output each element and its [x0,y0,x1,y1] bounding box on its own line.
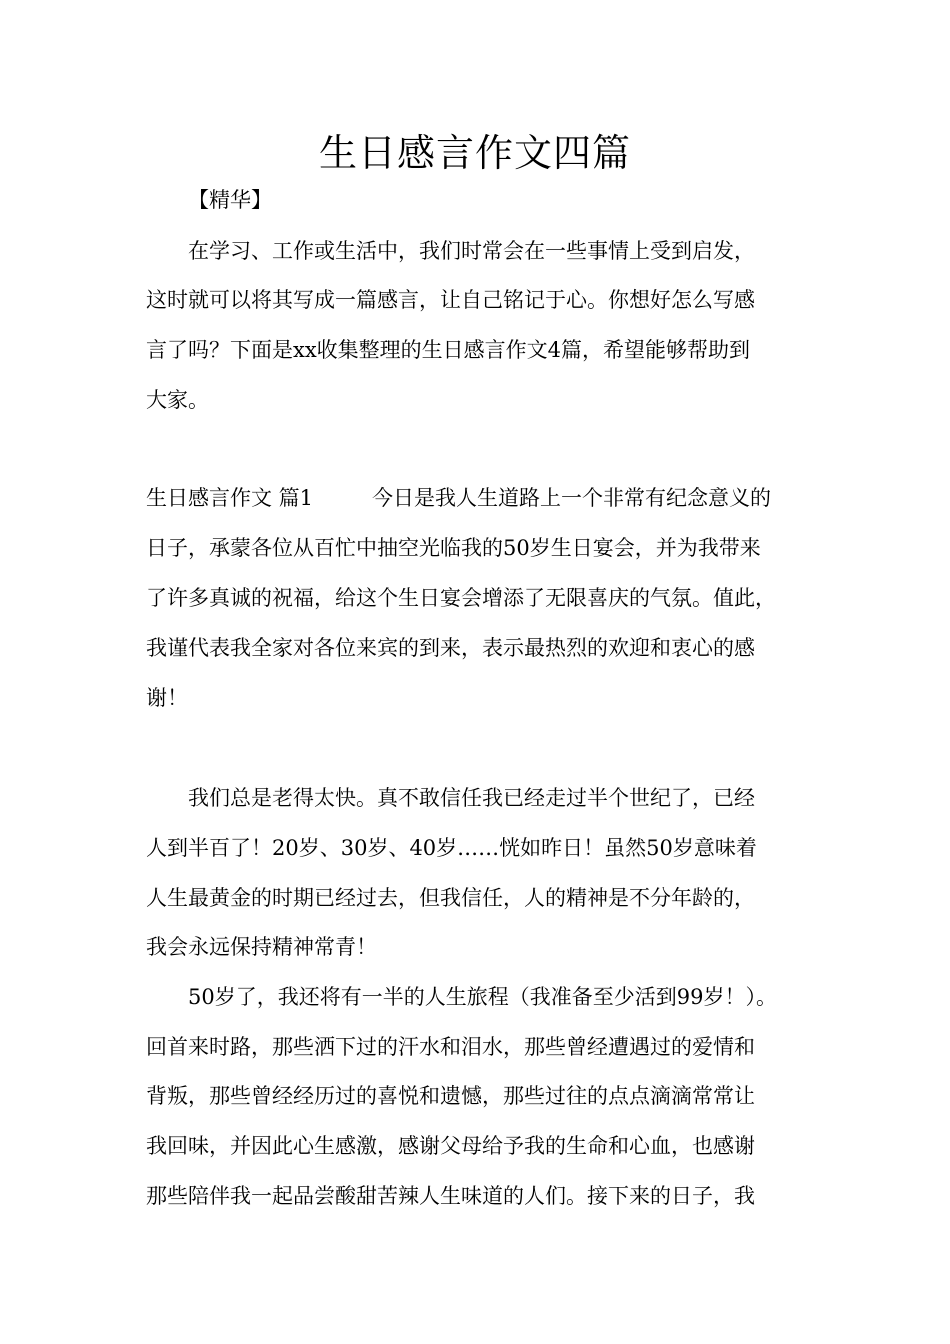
para3-line: 我回味，并因此心生感激，感谢父母给予我的生命和心血，也感谢 [146,1134,755,1158]
para2-line: 人到半百了！20岁、30岁、40岁……恍如昨日！虽然50岁意味着 [146,836,757,860]
section1-line: 日子，承蒙各位从百忙中抽空光临我的50岁生日宴会，并为我带来 [146,536,761,560]
section1-line: 我谨代表我全家对各位来宾的到来，表示最热烈的欢迎和衷心的感 [146,636,755,660]
section1-first-text: 今日是我人生道路上一个非常有纪念意义的 [372,486,771,510]
para3-line: 回首来时路，那些洒下过的汗水和泪水，那些曾经遭遇过的爱情和 [146,1035,755,1059]
document-title: 生日感言作文四篇 [318,131,631,175]
tag-label: 【精华】 [188,188,272,212]
section1-first-line [146,483,771,513]
para2-line: 人生最黄金的时期已经过去，但我信任，人的精神是不分年龄的， [146,886,755,910]
section1-line: 谢！ [146,686,188,710]
para3-line: 50岁了，我还将有一半的人生旅程（我准备至少活到99岁！）。 [188,985,777,1009]
intro-line: 这时就可以将其写成一篇感言，让自己铭记于心。你想好怎么写感 [146,288,755,312]
intro-line: 在学习、工作或生活中，我们时常会在一些事情上受到启发， [188,239,755,263]
para3-line: 那些陪伴我一起品尝酸甜苦辣人生味道的人们。接下来的日子，我 [146,1184,755,1208]
para2-line: 我会永远保持精神常青！ [146,935,377,959]
intro-line: 言了吗？下面是xx收集整理的生日感言作文4篇，希望能够帮助到 [146,338,751,362]
section1-line: 了许多真诚的祝福，给这个生日宴会增添了无限喜庆的气氛。值此， [146,586,776,610]
para3-line: 背叛，那些曾经经历过的喜悦和遗憾，那些过往的点点滴滴常常让 [146,1084,755,1108]
section1-heading: 生日感言作文 篇1 [146,486,314,510]
para2-line: 我们总是老得太快。真不敢信任我已经走过半个世纪了，已经 [188,786,755,810]
intro-line: 大家。 [146,388,209,412]
